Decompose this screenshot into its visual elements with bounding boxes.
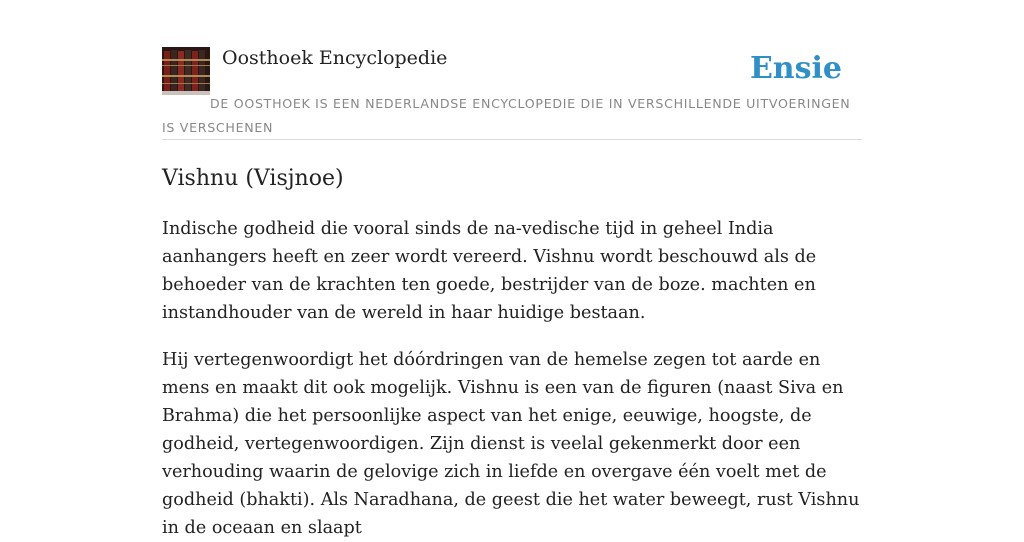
- article-paragraph: Hij vertegenwoordigt het dóórdringen van de hemelse zegen tot aarde en mens en maakt dit ook mogelijk. Vishnu is een van de figuren (naast Siva en Brahma) die het persoonlijke aspect van het enige, eeuwige, hoogste, de godheid, vertegenwoordigen. Zijn dienst is veelal gekenmerkt door een verhouding waarin de gelovige zich in liefde en overgave één voelt met de godheid (bhakti). Als Naradhana, de geest die het water beweegt, rust Vishnu in de oceaan en slaapt: [162, 350, 860, 538]
- site-header: [162, 46, 862, 140]
- site-name[interactable]: Oosthoek Encyclopedie: [222, 47, 448, 69]
- article-paragraph: Indische godheid die vooral sinds de na-vedische tijd in geheel India aanhangers heeft en zeer wordt vereerd. Vishnu wordt beschouwd als de behoeder van de krachten ten goede, bestrijder van de boze. machten en instandhouder van de wereld in haar huidige bestaan.: [162, 219, 817, 323]
- site-tagline: DE OOSTHOEK IS EEN NEDERLANDSE ENCYCLOPEDIE DIE IN VERSCHILLENDE UITVOERINGEN IS VERSCHENEN: [162, 96, 851, 135]
- article: [162, 163, 862, 542]
- site-avatar[interactable]: [162, 47, 210, 95]
- encyclopedia-books-icon: [162, 47, 210, 95]
- page-title: Vishnu (Visjnoe): [162, 166, 344, 191]
- brand-logo[interactable]: Ensie: [749, 51, 842, 86]
